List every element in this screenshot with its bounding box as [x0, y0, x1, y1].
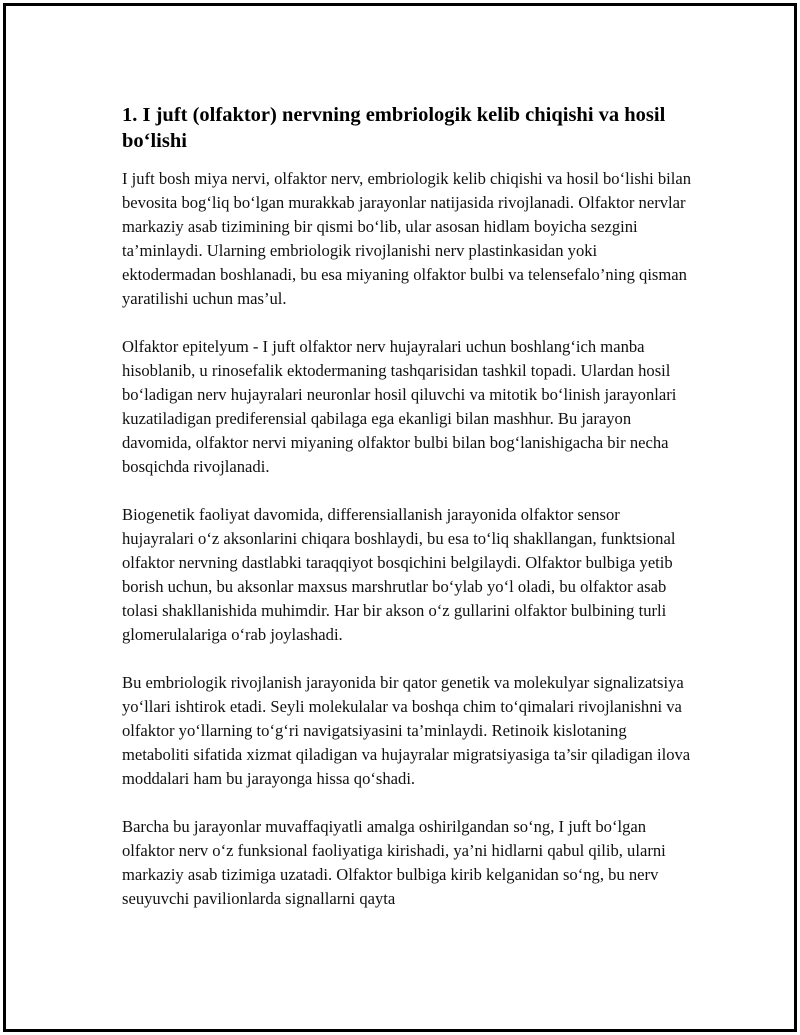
paragraph-2: Olfaktor epitelyum - I juft olfaktor nerv hujayralari uchun boshlang‘ich manba hisoblanib, u rinosefalik ektodermaning tashqarisidan tashkil topadi. Ulardan hosil bo‘ladigan nerv hujayralari neuronlar hosil qiluvchi va mitotik bo‘linish jarayonlari kuzatiladigan prediferensial qabilaga ega ekanligi bilan mashhur. Bu jarayon davomida, olfaktor nervi miyaning olfaktor bulbi bilan bog‘lanishigacha bir necha bosqichda rivojlanadi. [122, 337, 677, 476]
paragraph-3: Biogenetik faoliyat davomida, differensiallanish jarayonida olfaktor sensor hujayralari o‘z aksonlarini chiqara boshlaydi, bu esa to‘liq shakllangan, funktsional olfaktor nervning dastlabki taraqqiyot bosqichini belgilaydi. Olfaktor bulbiga yetib borish uchun, bu aksonlar maxsus marshrutlar bo‘ylab yo‘l oladi, bu olfaktor asab tolasi shakllanishida muhimdir. Har bir akson o‘z gullarini olfaktor bulbining turli glomerulalariga o‘rab joylashadi. [122, 505, 676, 644]
paragraph-5: Barcha bu jarayonlar muvaffaqiyatli amalga oshirilgandan so‘ng, I juft bo‘lgan olfaktor nerv o‘z funksional faoliyatiga kirishadi, ya’ni hidlarni qabul qilib, ularni markaziy asab tizimiga uzatadi. Olfaktor bulbiga kirib kelganidan so‘ng, bu nerv seuyuvchi pavilionlarda signallarni qayta [122, 817, 666, 908]
page-frame [3, 3, 797, 1032]
paragraph-1: I juft bosh miya nervi, olfaktor nerv, embriologik kelib chiqishi va hosil bo‘lishi bilan bevosita bog‘liq bo‘lgan murakkab jarayonlar natijasida rivojlanadi. Olfaktor nervlar markaziy asab tizimining bir qismi bo‘lib, ular asosan hidlam boyicha sezgini ta’minlaydi. Ularning embriologik rivojlanishi nerv plastinkasidan yoki ektodermadan boshlanadi, bu esa miyaning olfaktor bulbi va telensefalo’ning qisman yaratilishi uchun mas’ul. [122, 169, 692, 308]
paragraph-4: Bu embriologik rivojlanish jarayonida bir qator genetik va molekulyar signalizatsiya yo‘llari ishtirok etadi. Seyli molekulalar va boshqa chim to‘qimalari rivojlanishni va olfaktor yo‘llarning to‘g‘ri navigatsiyasini ta’minlaydi. Retinoik kislotaning metaboliti sifatida xizmat qiladigan va hujayralar migratsiyasiga ta’sir qiladigan ilova moddalari ham bu jarayonga hissa qo‘shadi. [122, 673, 691, 788]
document-body [122, 102, 692, 911]
section-heading: 1. I juft (olfaktor) nervning embriologik kelib chiqishi va hosil bo‘lishi [122, 104, 666, 152]
